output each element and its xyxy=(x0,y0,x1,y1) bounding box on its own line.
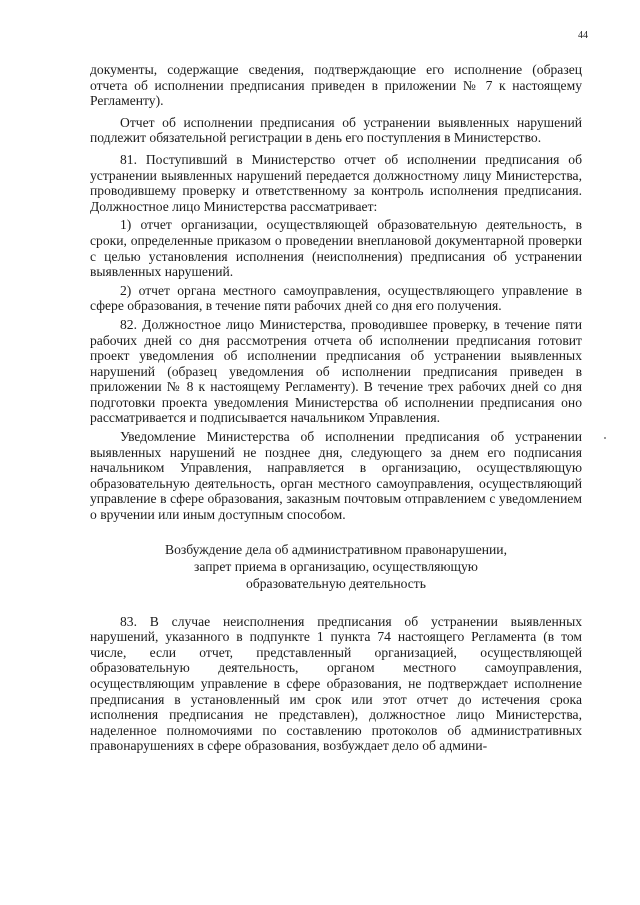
page-number: 44 xyxy=(578,30,588,41)
section-heading-line-2: запрет приема в организацию, осуществляющую xyxy=(194,558,478,574)
section-heading-line-1: Возбуждение дела об административном правонарушении, xyxy=(165,541,507,557)
scan-speck xyxy=(604,437,606,439)
paragraph-clause-81-item-1: 1) отчет организации, осуществляющей образовательную деятельность, в сроки, определенные приказом о проведении внеплановой документарной проверки с целью установления исполнения (неисполнения) предписания об устранении выявленных нарушений. xyxy=(90,217,582,280)
paragraph-notification: Уведомление Министерства об исполнении предписания об устранении выявленных нарушений не позднее дня, следующего за днем его подписания начальником Управления, направляется в организацию, осуществляющую образовательную деятельность, орган местного самоуправления, осуществляющий управление в сфере образования, заказным почтовым отправлением с уведомлением о вручении или иным доступным способом. xyxy=(90,429,582,523)
paragraph-continuation: документы, содержащие сведения, подтверждающие его исполнение (образец отчета об исполнении предписания приведен в приложении № 7 к настоящему Регламенту). xyxy=(90,62,582,109)
section-heading xyxy=(90,541,582,592)
paragraph-report-registration: Отчет об исполнении предписания об устранении выявленных нарушений подлежит обязательной регистрации в день его поступления в Министерство. xyxy=(90,114,582,146)
paragraph-clause-81: 81. Поступивший в Министерство отчет об исполнении предписания об устранении выявленных нарушений передается должностному лицу Министерства, проводившему проверку и ответственному за контроль исполнения предписания. Должностное лицо Министерства рассматривает: xyxy=(90,151,582,214)
paragraph-clause-81-item-2: 2) отчет органа местного самоуправления, осуществляющего управление в сфере образования, в течение пяти рабочих дней со дня его получения. xyxy=(90,282,582,314)
document-body xyxy=(90,62,582,754)
paragraph-clause-83: 83. В случае неисполнения предписания об устранении выявленных нарушений, указанного в подпункте 1 пункта 74 настоящего Регламента (в том числе, если отчет, представленный организацией, осуществляющей образовательную деятельность, органом местного самоуправления, осуществляющим управление в сфере образования, не подтверждает исполнение предписания в установленный им срок или этот отчет до истечения срока исполнения предписания не представлен), должностное лицо Министерства, наделенное полномочиями по составлению протоколов об административных правонарушениях в сфере образования, возбуждает дело об админи- xyxy=(90,613,582,754)
paragraph-clause-82: 82. Должностное лицо Министерства, проводившее проверку, в течение пяти рабочих дней со дня рассмотрения отчета об исполнении предписания готовит проект уведомления об исполнении предписания об устранении выявленных нарушений (образец уведомления об исполнении предписания приведен в приложении № 8 к настоящему Регламенту). В течение трех рабочих дней со дня подготовки проекта уведомления Министерства об исполнении предписания оно рассматривается и подписывается начальником Управления. xyxy=(90,316,582,426)
section-heading-line-3: образовательную деятельность xyxy=(246,575,426,591)
